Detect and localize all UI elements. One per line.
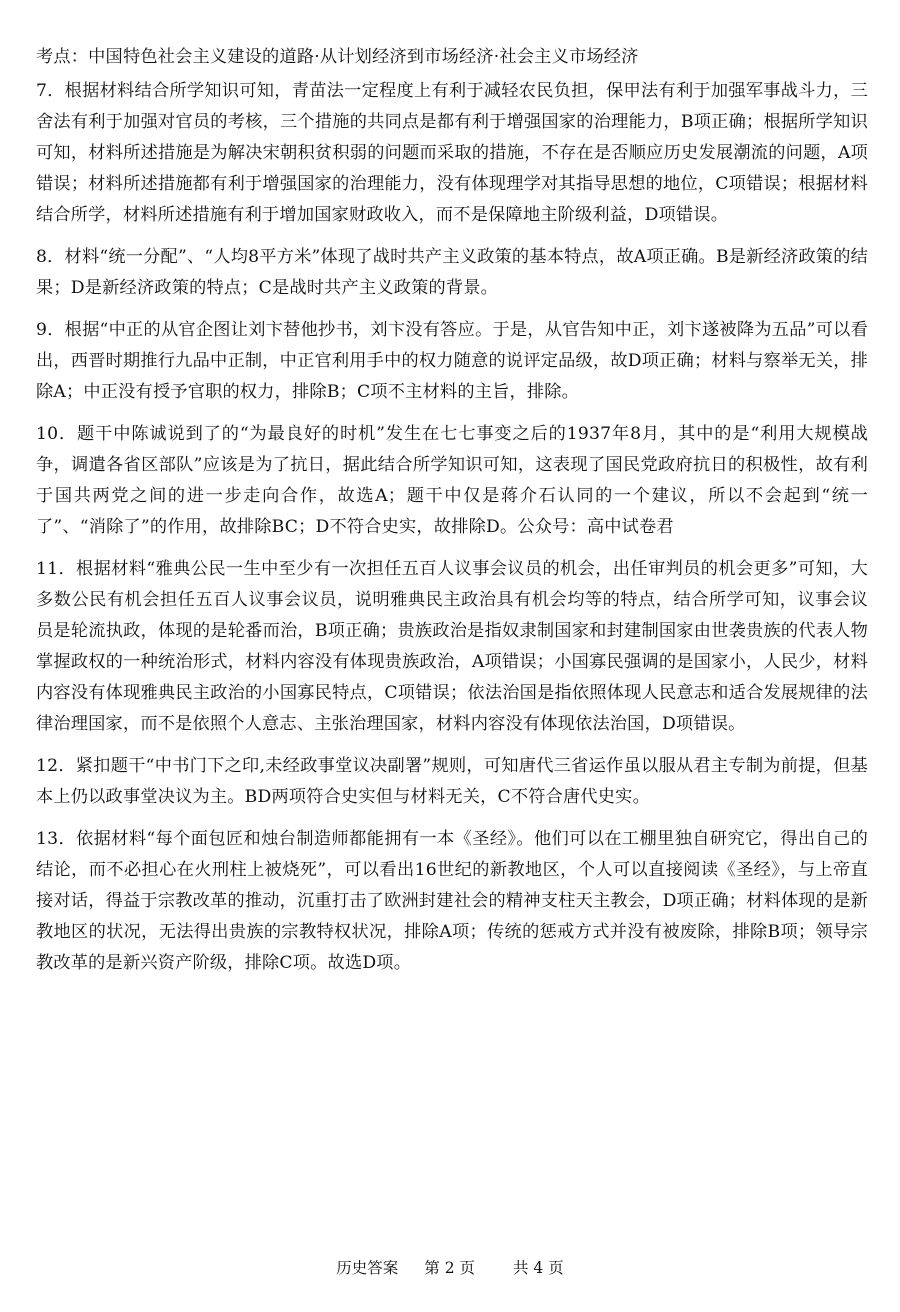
kaodian-line: 考点：中国特色社会主义建设的道路·从计划经济到市场经济·社会主义市场经济: [36, 47, 639, 67]
answer-body: [36, 42, 868, 990]
footer-subject: 历史答案: [336, 1259, 399, 1277]
page-footer: [0, 1258, 900, 1278]
answer-13: 13．依据材料“每个面包匠和烛台制造师都能拥有一本《圣经》。他们可以在工棚里独自研究它，得出自己的结论，而不必担心在火刑柱上被烧死”，可以看出16世纪的新教地区，个人可以直接阅读《圣经》，与上帝直接对话，得益于宗教改革的推动，沉重打击了欧洲封建社会的精神支柱天主教会，D项正确；材料体现的是新教地区的状况，无法得出贵族的宗教特权状况，排除A项；传统的惩戒方式并没有被废除，排除B项；领导宗教改革的是新兴资产阶级，排除C项。故选D项。: [36, 829, 868, 973]
footer-total-pages: 共 4 页: [513, 1259, 564, 1277]
answer-11: 11．根据材料“雅典公民一生中至少有一次担任五百人议事会议员的机会，出任审判员的机会更多”可知，大多数公民有机会担任五百人议事会议员，说明雅典民主政治具有机会均等的特点，结合所学可知，议事会议员是轮流执政，体现的是轮番而治，B项正确；贵族政治是指奴隶制国家和封建制国家由世袭贵族的代表人物掌握政权的一种统治形式，材料内容没有体现贵族政治，A项错误；小国寡民强调的是国家小，人民少，材料内容没有体现雅典民主政治的小国寡民特点，C项错误；依法治国是指依照体现人民意志和适合发展规律的法律治理国家，而不是依照个人意志、主张治理国家，材料内容没有体现依法治国，D项错误。: [36, 559, 868, 734]
answer-7: 7．根据材料结合所学知识可知，青苗法一定程度上有利于减轻农民负担，保甲法有利于加强军事战斗力，三舍法有利于加强对官员的考核，三个措施的共同点是都有利于增强国家的治理能力，B项正确；根据所学知识可知，材料所述措施是为解决宋朝积贫积弱的问题而采取的措施，不存在是否顺应历史发展潮流的问题，A项错误；材料所述措施都有利于增强国家的治理能力，没有体现理学对其指导思想的地位，C项错误；根据材料结合所学，材料所述措施有利于增加国家财政收入，而不是保障地主阶级利益，D项错误。: [36, 81, 868, 225]
answer-10: 10．题干中陈诚说到了的“为最良好的时机”发生在七七事变之后的1937年8月，其中的是“利用大规模战争，调遣各省区部队”应该是为了抗日，据此结合所学知识可知，这表现了国民党政府抗日的积极性，故有利于国共两党之间的进一步走向合作，故选A；题干中仅是蒋介石认同的一个建议，所以不会起到“统一了”、“消除了”的作用，故排除BC；D不符合史实，故排除D。公众号：高中试卷君: [36, 424, 868, 537]
answer-12: 12．紧扣题干“中书门下之印,未经政事堂议决副署”规则，可知唐代三省运作虽以服从君主专制为前提，但基本上仍以政事堂决议为主。BD两项符合史实但与材料无关，C不符合唐代史实。: [36, 756, 868, 807]
footer-page-number: 第 2 页: [424, 1259, 475, 1277]
answer-9: 9．根据“中正的从官企图让刘卞替他抄书，刘卞没有答应。于是，从官告知中正，刘卞遂被降为五品”可以看出，西晋时期推行九品中正制，中正官利用手中的权力随意的说评定品级，故D项正确；材料与察举无关，排除A；中正没有授予官职的权力，排除B；C项不主材料的主旨，排除。: [36, 320, 868, 402]
answer-8: 8．材料“统一分配”、“人均8平方米”体现了战时共产主义政策的基本特点，故A项正确。B是新经济政策的结果；D是新经济政策的特点；C是战时共产主义政策的背景。: [36, 247, 868, 298]
